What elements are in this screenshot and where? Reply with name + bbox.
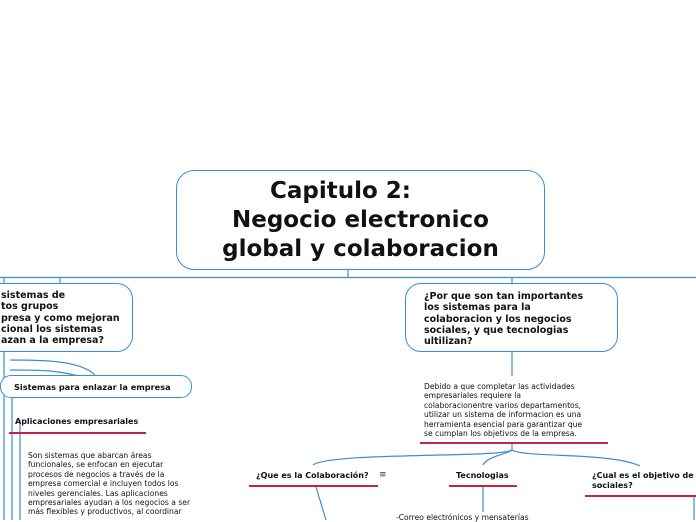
root-title-line-1: Capitulo 2: — [269, 178, 411, 204]
topic-left-line: cional los sistemas — [1, 323, 103, 335]
paragraph-line: niveles gerenciales. Las aplicaciones — [28, 488, 168, 498]
leaf-tecnologias[interactable]: Tecnologias — [456, 471, 509, 480]
subtopic-node-enlazar[interactable] — [0, 375, 192, 398]
root-title-line-2: Negocio electronico — [232, 207, 489, 233]
leaf-objetivo-line: sociales? — [592, 481, 633, 490]
paragraph-aplicaciones — [28, 451, 190, 517]
root-title — [177, 177, 544, 264]
paragraph-line: utilizar un sistema de informacion es una — [424, 410, 582, 420]
leaf-aplicaciones-empresariales[interactable]: Aplicaciones empresariales — [15, 417, 139, 426]
leaf-que-es-colaboracion[interactable]: ¿Que es la Colaboración? — [256, 471, 369, 480]
paragraph-line: Son sistemas que abarcan áreas — [28, 451, 152, 460]
topic-right-line: ¿Por que son tan importantes — [424, 291, 584, 302]
topic-right-line: los sistemas para la — [424, 302, 531, 314]
paragraph-line: colaboracionentre varios departamentos, — [424, 400, 582, 410]
menu-icon[interactable]: ≡ — [379, 470, 387, 480]
paragraph-line: se cumplan los objetivos de la empresa. — [424, 429, 577, 439]
leaf-underline — [585, 495, 696, 497]
root-node[interactable] — [176, 170, 545, 270]
paragraph-line: herramienta esencial para garantizar que — [424, 419, 583, 429]
topic-node-right[interactable] — [405, 283, 618, 352]
paragraph-line: Debido a que completar las actividades — [424, 382, 575, 391]
leaf-objetivo-line: ¿Cual es el objetivo de — [592, 471, 694, 480]
tecnologias-detail-text: -Correo electrónicos y mensaterías — [396, 513, 529, 522]
topic-right-line: colaboracion y los negocios — [424, 313, 572, 325]
root-title-line-3: global y colaboracion — [222, 236, 499, 262]
paragraph-line: funcionales, se enfocan en ejecutar — [28, 460, 164, 470]
topic-left-label — [1, 290, 120, 346]
topic-left-line: tos grupos — [1, 301, 59, 313]
leaf-underline — [449, 485, 517, 487]
paragraph-line: procesos de negocios a través de la — [28, 469, 165, 479]
paragraph-line: empresariales requiere la — [424, 391, 522, 401]
paragraph-line: empresariales ayudan a los negocios a ser — [28, 498, 191, 508]
topic-right-label — [424, 291, 583, 347]
paragraph-underline — [420, 442, 608, 444]
paragraph-line: más flexibles y productivos, al coordinar — [28, 507, 182, 517]
paragraph-line: empresa comercial e incluyen todos los — [28, 479, 179, 489]
topic-left-line: presa y como mejoran — [1, 312, 120, 324]
topic-left-line: azan a la empresa? — [1, 335, 104, 347]
subtopic-enlazar-label: Sistemas para enlazar la empresa — [14, 382, 171, 392]
topic-right-line: ultilizan? — [424, 336, 473, 348]
topic-node-left[interactable] — [0, 283, 133, 352]
leaf-underline — [9, 432, 146, 434]
paragraph-importancia — [424, 382, 582, 438]
leaf-objetivo[interactable] — [592, 471, 694, 491]
topic-left-line: sistemas de — [1, 290, 66, 301]
topic-right-line: sociales, y que tecnologias — [424, 324, 569, 336]
leaf-underline — [249, 485, 378, 487]
